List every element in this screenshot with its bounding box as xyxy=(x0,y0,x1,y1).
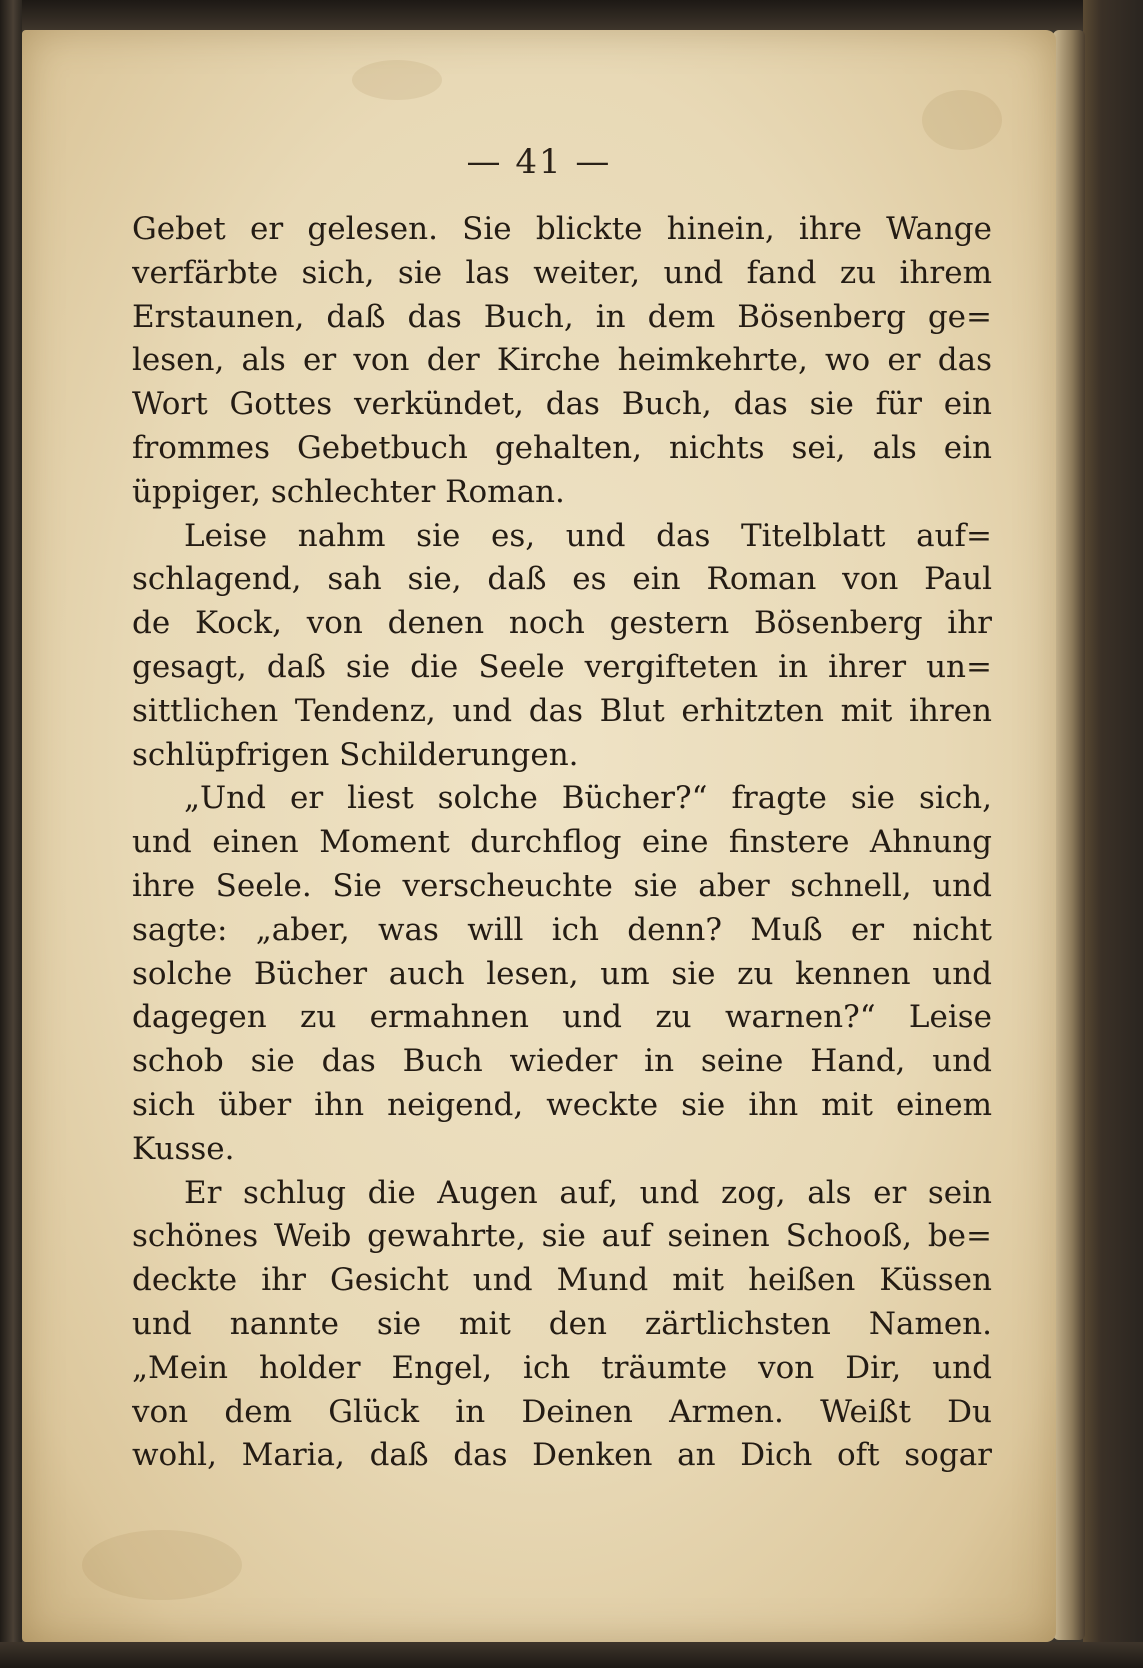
page-edges-right xyxy=(1053,30,1085,1640)
text-line: sittlichen Tendenz, und das Blut erhitzten mit ihren xyxy=(132,692,992,729)
text-line: sagte: „aber, was will ich denn? Muß er nicht xyxy=(132,911,992,948)
text-line: „Und er liest solche Bücher?“ fragte sie sich, xyxy=(184,780,992,817)
text-line: Wort Gottes verkündet, das Buch, das sie für ein xyxy=(132,386,992,423)
text-line: von dem Glück in Deinen Armen. Weißt Du xyxy=(132,1393,992,1430)
text-line: schlagend, sah sie, daß es ein Roman von Paul xyxy=(132,561,992,598)
text-line: Er schlug die Augen auf, und zog, als er sein xyxy=(184,1174,992,1211)
text-line: deckte ihr Gesicht und Mund mit heißen Küssen xyxy=(132,1262,992,1299)
book-cover-top-edge xyxy=(0,0,1143,30)
paper-stain xyxy=(922,90,1002,150)
text-line: und nannte sie mit den zärtlichsten Namen. xyxy=(132,1305,992,1342)
text-line: de Kock, von denen noch gestern Bösenberg ihr xyxy=(132,605,992,642)
text-line: dagegen zu ermahnen und zu warnen?“ Leise xyxy=(132,999,992,1036)
book-spine-left xyxy=(0,0,22,1668)
text-line: „Mein holder Engel, ich träumte von Dir, und xyxy=(132,1349,992,1386)
text-line: schönes Weib gewahrte, sie auf seinen Schooß, be= xyxy=(132,1218,992,1255)
text-line: verfärbte sich, sie las weiter, und fand zu ihrem xyxy=(132,254,992,291)
text-line: schlüpfrigen Schilderungen. xyxy=(132,736,579,773)
text-line: Leise nahm sie es, und das Titelblatt auf= xyxy=(184,517,992,554)
body-text xyxy=(132,208,992,1478)
paper-stain xyxy=(352,60,442,100)
text-line: und einen Moment durchflog eine finstere Ahnung xyxy=(132,824,992,861)
page-number: — 41 — xyxy=(466,142,612,182)
text-line: solche Bücher auch lesen, um sie zu kennen und xyxy=(132,955,992,992)
text-line: lesen, als er von der Kirche heimkehrte, wo er das xyxy=(132,342,992,379)
text-line: üppiger, schlechter Roman. xyxy=(132,473,565,510)
book-cover-right xyxy=(1083,0,1143,1668)
page-paper xyxy=(22,30,1056,1642)
book-cover-bottom-edge xyxy=(0,1642,1143,1668)
text-line: schob sie das Buch wieder in seine Hand, und xyxy=(132,1043,992,1080)
text-line: ihre Seele. Sie verscheuchte sie aber schnell, und xyxy=(132,867,992,904)
text-line: gesagt, daß sie die Seele vergifteten in ihrer un= xyxy=(132,648,992,685)
text-line: sich über ihn neigend, weckte sie ihn mit einem xyxy=(132,1086,992,1123)
paper-stain xyxy=(82,1530,242,1600)
text-line: Gebet er gelesen. Sie blickte hinein, ihre Wange xyxy=(132,211,992,247)
text-line: Kusse. xyxy=(132,1130,235,1167)
text-line: wohl, Maria, daß das Denken an Dich oft sogar xyxy=(132,1437,992,1474)
text-line: Erstaunen, daß das Buch, in dem Bösenberg ge= xyxy=(132,298,992,335)
text-line: frommes Gebetbuch gehalten, nichts sei, als ein xyxy=(132,429,992,466)
